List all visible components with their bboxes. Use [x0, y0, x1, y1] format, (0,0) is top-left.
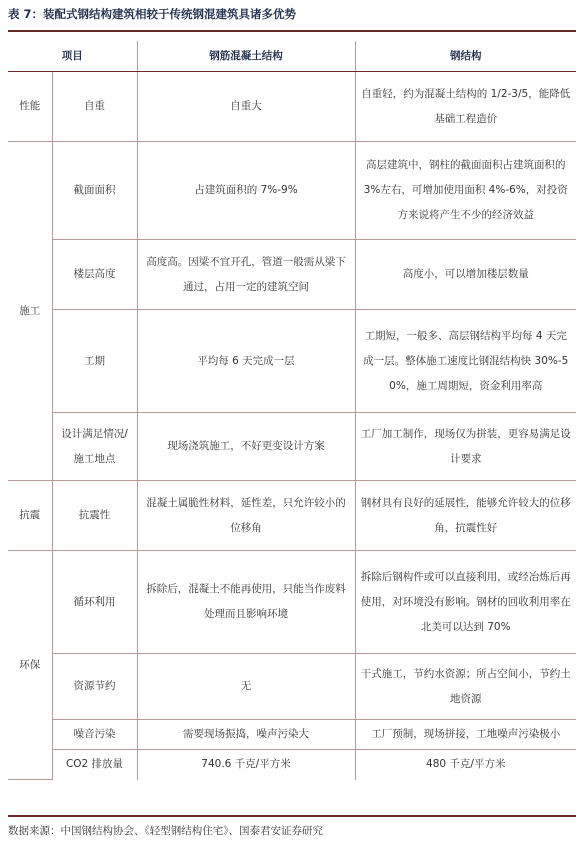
item-cell: 抗震性: [52, 481, 137, 551]
bottom-rule: [8, 815, 576, 817]
dimension-cell: 环保: [8, 551, 52, 780]
item-cell: 噪音污染: [52, 720, 137, 750]
table-row: [8, 413, 576, 481]
rc-cell: 740.6 千克/平方米: [137, 750, 355, 780]
table-row: [8, 310, 576, 413]
rc-cell: 高度高。因梁不宜开孔，管道一般需从梁下通过，占用一定的建筑空间: [137, 240, 355, 310]
rc-cell: 混凝土属脆性材料，延性差，只允许较小的位移角: [137, 481, 355, 551]
data-source-note: 数据来源：中国钢结构协会、《轻型钢结构住宅》、国泰君安证券研究: [8, 825, 323, 837]
steel-cell: 拆除后钢构件或可以直接利用，或经冶炼后再使用，对环境没有影响。钢材的回收利用率在北美可以达到 70%: [355, 551, 576, 654]
steel-cell: 工厂预制，现场拼接，工地噪声污染极小: [355, 720, 576, 750]
item-cell: 楼层高度: [52, 240, 137, 310]
table-row: [8, 240, 576, 310]
top-rule: [8, 30, 576, 32]
comparison-table: [8, 41, 576, 780]
rc-cell: 拆除后，混凝土不能再使用，只能当作废料处理而且影响环境: [137, 551, 355, 654]
rc-cell: 自重大: [137, 72, 355, 142]
steel-cell: 工厂加工制作，现场仅为拼装，更容易满足设计要求: [355, 413, 576, 481]
table-row: [8, 654, 576, 720]
steel-cell: 480 千克/平方米: [426, 758, 506, 771]
rc-cell: 需要现场振捣，噪声污染大: [137, 720, 355, 750]
item-cell: 设计满足情况/施工地点: [52, 413, 137, 481]
steel-cell: 钢材具有良好的延展性，能够允许较大的位移角，抗震性好: [355, 481, 576, 551]
dimension-cell: 性能: [8, 72, 52, 142]
dimension-cell: 抗震: [8, 481, 52, 551]
item-cell: 资源节约: [52, 654, 137, 720]
item-cell: 工期: [52, 310, 137, 413]
header-rc: 钢筋混凝土结构: [137, 41, 355, 72]
rc-cell: 占建筑面积的 7%-9%: [137, 142, 355, 240]
table-row: [8, 142, 576, 240]
steel-cell: 高度小，可以增加楼层数量: [355, 240, 576, 310]
rc-cell: 无: [137, 654, 355, 720]
table-row: [8, 750, 576, 780]
table-row: [8, 72, 576, 142]
header-item: 项目: [8, 41, 137, 72]
item-cell: 循环利用: [52, 551, 137, 654]
table-header-row: [8, 41, 576, 72]
item-cell: CO2 排放量: [52, 750, 137, 780]
steel-cell: 干式施工，节约水资源；所占空间小，节约土地资源: [355, 654, 576, 720]
item-cell: 截面面积: [52, 142, 137, 240]
steel-cell: 自重轻，约为混凝土结构的 1/2-3/5，能降低基础工程造价: [355, 72, 576, 142]
rc-cell: 现场浇筑施工，不好更变设计方案: [137, 413, 355, 481]
table-row: [8, 720, 576, 750]
header-steel: 钢结构: [355, 41, 576, 72]
item-cell: 自重: [52, 72, 137, 142]
steel-cell: 高层建筑中，钢柱的截面面积占建筑面积的 3%左右，可增加使用面积 4%-6%，对投资方来说将产生不少的经济效益: [355, 142, 576, 240]
dimension-cell: 施工: [8, 142, 52, 481]
table-title: 表 7：装配式钢结构建筑相较于传统钢混建筑具诸多优势: [8, 7, 297, 21]
table-row: [8, 481, 576, 551]
rc-cell: 平均每 6 天完成一层: [137, 310, 355, 413]
steel-cell: 工期短，一般多、高层钢结构平均每 4 天完成一层。整体施工速度比钢混结构快 30%-50%，施工周期短，资金利用率高: [355, 310, 576, 413]
table-row: [8, 551, 576, 654]
